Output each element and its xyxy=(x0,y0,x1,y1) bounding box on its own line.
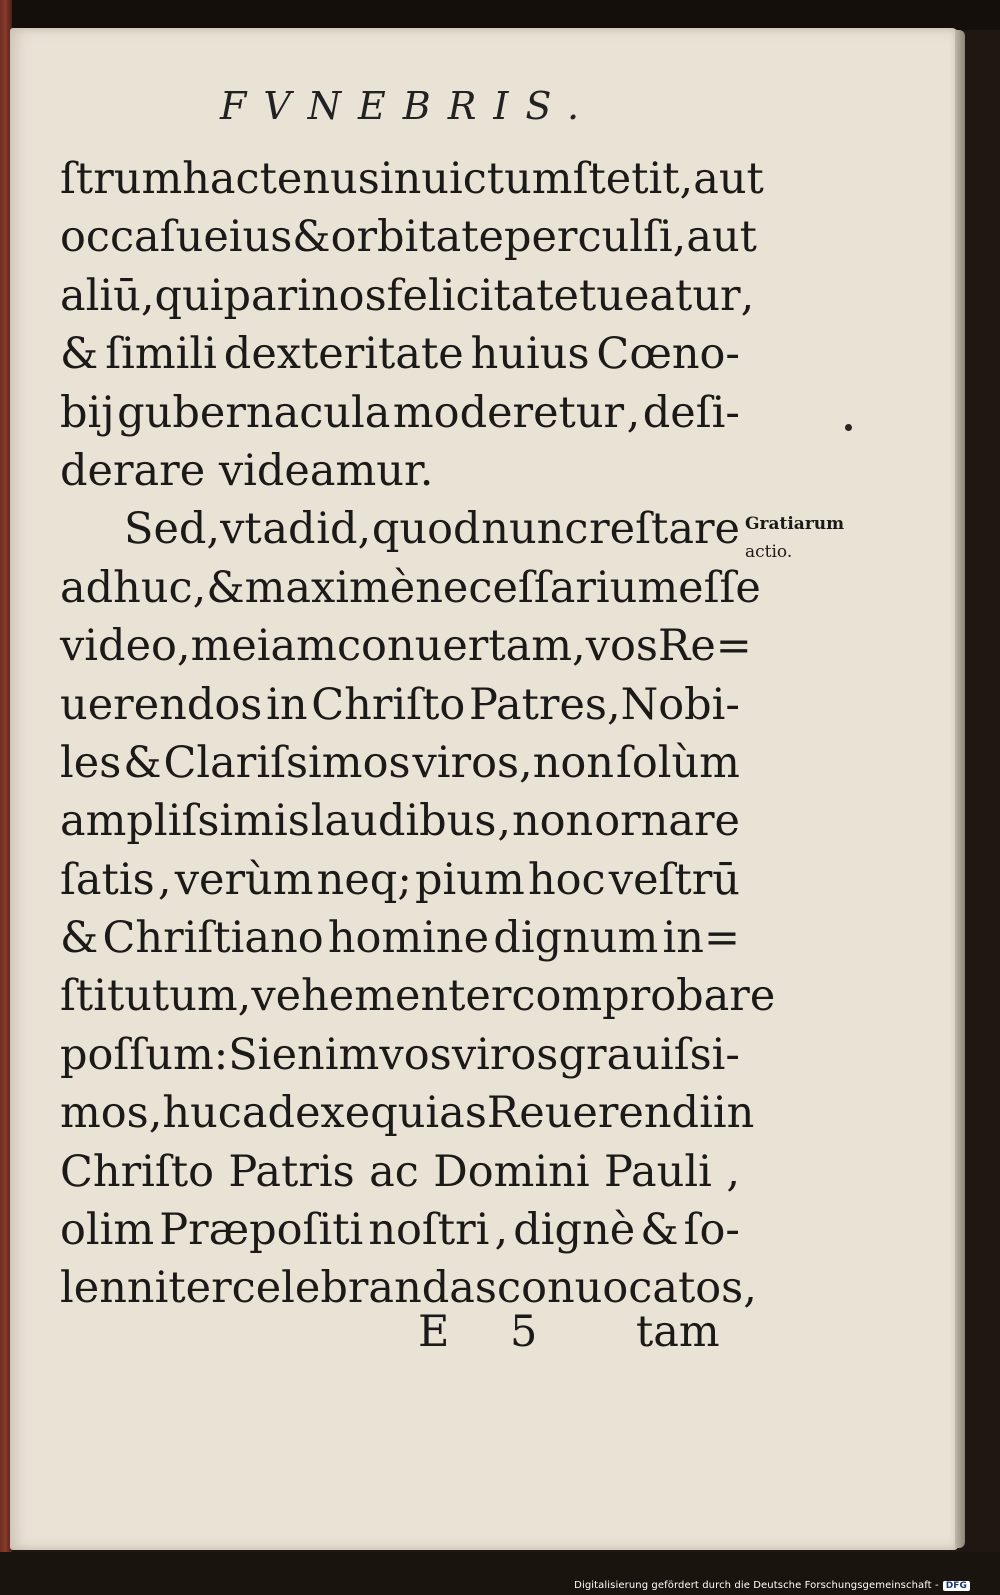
text-line xyxy=(60,792,740,850)
word: qui xyxy=(154,270,224,321)
word: id, xyxy=(316,504,372,555)
word: exequias xyxy=(295,1088,487,1139)
word: , xyxy=(626,387,641,438)
word: dignum xyxy=(493,913,659,964)
word: occaſu xyxy=(60,212,204,263)
word: & xyxy=(206,562,245,613)
word: ſtrum xyxy=(60,154,183,204)
word: tueatur xyxy=(579,270,741,321)
word: uerendos xyxy=(60,679,263,730)
word: aut xyxy=(693,154,764,204)
word: poſſum:Si xyxy=(60,1029,272,1080)
word: enim xyxy=(271,1029,380,1080)
word: Patris xyxy=(228,1146,355,1197)
word: felicitate xyxy=(386,270,579,321)
word: & xyxy=(60,913,99,964)
word: vos xyxy=(585,621,658,672)
signature-line xyxy=(418,1303,718,1361)
word: ſo- xyxy=(683,1205,740,1256)
text-line xyxy=(60,1143,740,1201)
word: orbitate xyxy=(330,212,504,263)
word: olim xyxy=(60,1205,155,1256)
word: maximè xyxy=(244,562,416,613)
word: ornare xyxy=(594,796,740,847)
word: , xyxy=(743,1263,757,1314)
word: ac xyxy=(369,1146,419,1197)
word: lenniter xyxy=(60,1263,232,1314)
word: , xyxy=(494,1205,509,1256)
word: neq; xyxy=(316,854,412,905)
word: Chriſtiano xyxy=(102,913,324,964)
text-line xyxy=(60,325,740,383)
scan-top-edge xyxy=(12,0,1000,30)
word: & xyxy=(640,1205,679,1256)
word: ad xyxy=(262,504,316,555)
footer-text: Digitalisierung gefördert durch die Deutsche Forschungsgemeinschaft - xyxy=(574,1580,939,1591)
word: conuocatos xyxy=(497,1263,744,1314)
word: Clariſsimos xyxy=(163,737,411,788)
word: perculſi,aut xyxy=(503,212,757,263)
text-line xyxy=(60,851,740,909)
word: nos xyxy=(310,270,387,321)
word: ſtitutum,vehementer xyxy=(60,971,512,1022)
word: in xyxy=(712,1088,755,1139)
margin-note-line-1: Gratiarum xyxy=(745,514,845,534)
word: ſolùm xyxy=(615,737,740,788)
word: & xyxy=(123,737,162,788)
word: laudibus xyxy=(310,796,497,847)
word: viros,non xyxy=(412,737,614,788)
word: ampliſsimis xyxy=(60,796,310,847)
word: verùm xyxy=(174,854,314,905)
word: inuictum xyxy=(379,154,573,204)
text-line xyxy=(60,150,764,208)
word: pari xyxy=(223,270,311,321)
word: dexteritate xyxy=(223,329,464,380)
word: Reuerendi xyxy=(486,1088,713,1139)
scan-bottom-band xyxy=(0,1552,1000,1595)
margin-note xyxy=(745,510,844,566)
text-line xyxy=(60,559,761,617)
catchword: tam xyxy=(636,1307,720,1357)
word: viros xyxy=(451,1029,559,1080)
word: comprobare xyxy=(511,971,776,1022)
word: reſtare xyxy=(589,504,740,555)
word: noſtri xyxy=(368,1205,490,1256)
margin-note-line-2: actio. xyxy=(745,542,793,562)
word: & xyxy=(292,212,331,263)
word: Sed,vt xyxy=(124,504,262,555)
word: nunc xyxy=(481,504,589,555)
word: homine xyxy=(327,913,490,964)
text-line xyxy=(60,208,757,266)
word: adhuc, xyxy=(60,562,207,613)
word: , xyxy=(157,854,172,905)
text-line xyxy=(60,617,752,675)
word: conuertam, xyxy=(336,621,586,672)
text-line xyxy=(60,1084,755,1142)
word: , xyxy=(497,796,512,847)
word: hactenus xyxy=(182,154,380,204)
word: in xyxy=(266,679,308,730)
word: eſſe xyxy=(678,562,761,613)
text-line xyxy=(60,384,740,442)
word: & xyxy=(60,329,99,380)
word: huius xyxy=(470,329,590,380)
word: eius xyxy=(203,212,293,263)
word: Cœno- xyxy=(596,329,740,380)
word: iam xyxy=(256,621,337,672)
word: quod xyxy=(371,504,481,555)
word: pium xyxy=(415,854,525,905)
word: bij xyxy=(60,387,115,438)
word: Domini xyxy=(433,1146,590,1197)
text-line xyxy=(60,500,740,558)
word: ſtetit, xyxy=(572,154,694,204)
text-line: derare videamur. xyxy=(60,445,434,496)
text-line xyxy=(60,1026,740,1084)
signature-mark: E xyxy=(418,1307,450,1357)
word: ad xyxy=(241,1088,296,1139)
word: ſimili xyxy=(105,329,217,380)
word: deſi- xyxy=(642,387,740,438)
word: Chriſto xyxy=(311,679,466,730)
word: Pauli xyxy=(604,1146,712,1197)
word: in= xyxy=(662,913,740,964)
word: grauiſsi- xyxy=(558,1029,740,1080)
word: , xyxy=(740,270,755,321)
word: Præpoſiti xyxy=(159,1205,364,1256)
word: Chriſto xyxy=(60,1146,214,1197)
word: mos, xyxy=(60,1088,163,1139)
word: dignè xyxy=(513,1205,636,1256)
running-header: FVNEBRIS. xyxy=(220,84,597,128)
word: aliū, xyxy=(60,270,155,321)
word: ſatis xyxy=(60,854,155,905)
word: celebrandas xyxy=(231,1263,497,1314)
dfg-logo-icon: DFG xyxy=(943,1581,970,1591)
text-line xyxy=(60,676,740,734)
page-edge xyxy=(955,30,965,1548)
word: neceſſarium xyxy=(415,562,679,613)
word: Patres,Nobi- xyxy=(468,679,740,730)
text-line xyxy=(60,1201,740,1259)
word: hoc xyxy=(527,854,606,905)
word: veſtrū xyxy=(608,854,740,905)
text-line xyxy=(60,909,740,967)
word: , xyxy=(726,1146,740,1197)
ink-mark xyxy=(845,424,852,431)
word: non xyxy=(511,796,594,847)
text-line xyxy=(60,734,740,792)
text-line xyxy=(60,267,755,325)
word: les xyxy=(60,737,122,788)
word: moderetur xyxy=(392,387,625,438)
word: huc xyxy=(162,1088,242,1139)
word: Re= xyxy=(657,621,752,672)
word: vos xyxy=(379,1029,452,1080)
signature-number: 5 xyxy=(510,1307,538,1357)
word: video,me xyxy=(60,621,257,672)
digitization-footer xyxy=(574,1580,970,1591)
text-line xyxy=(60,967,776,1025)
word: gubernacula xyxy=(117,387,391,438)
